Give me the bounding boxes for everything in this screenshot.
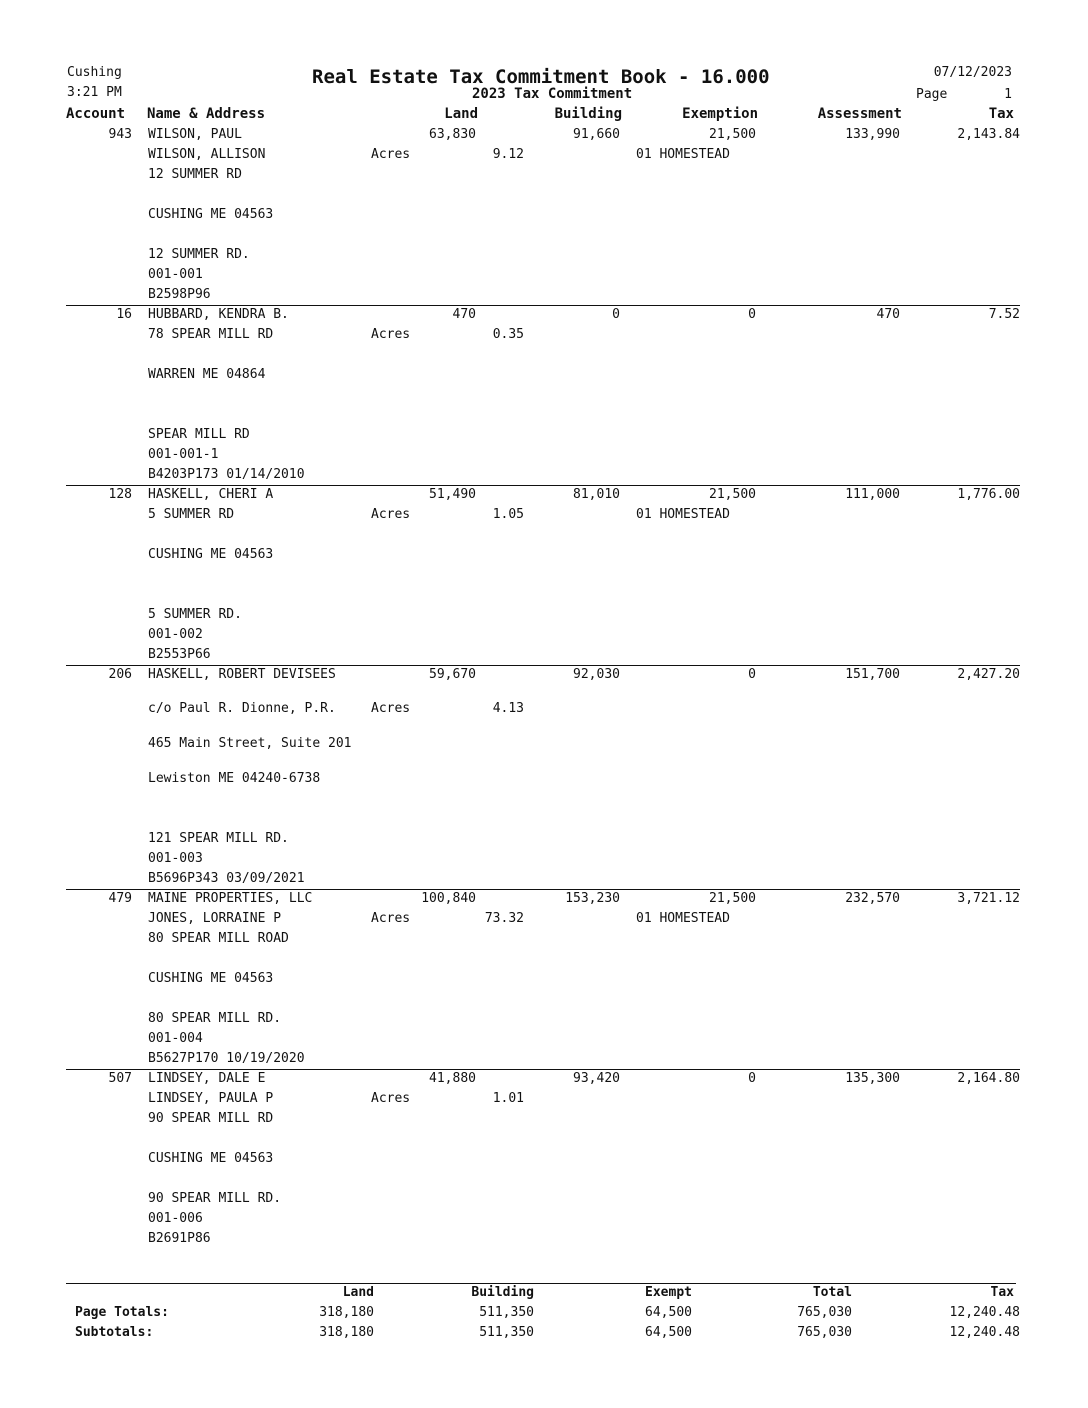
address-line: 90 SPEAR MILL RD — [148, 1111, 274, 1126]
col-assessment: Assessment — [817, 106, 902, 122]
property-location: 12 SUMMER RD. — [148, 247, 250, 262]
book-page: B5696P343 03/09/2021 — [148, 871, 305, 886]
city-state-zip: CUSHING ME 04563 — [148, 207, 274, 222]
map-lot: 001-001-1 — [148, 447, 219, 462]
exemption-value: 0 — [748, 1071, 756, 1086]
address-line: 5 SUMMER RD — [148, 507, 235, 522]
building-value: 93,420 — [573, 1071, 620, 1086]
town-name: Cushing — [67, 65, 122, 80]
report-title: Real Estate Tax Commitment Book - 16.000 — [312, 66, 770, 88]
exemption-code: 01 HOMESTEAD — [636, 911, 730, 926]
page-totals-label: Page Totals: — [75, 1305, 169, 1320]
subtotal-exempt: 64,500 — [645, 1325, 692, 1340]
page-total-total: 765,030 — [797, 1305, 852, 1320]
property-location: 121 SPEAR MILL RD. — [148, 831, 289, 846]
exemption-code: 01 HOMESTEAD — [636, 147, 730, 162]
book-page: B4203P173 01/14/2010 — [148, 467, 305, 482]
address-line: c/o Paul R. Dionne, P.R. — [148, 701, 336, 716]
owner-name: WILSON, PAUL — [148, 127, 242, 142]
record-divider — [66, 485, 1020, 486]
land-value: 63,830 — [429, 127, 476, 142]
book-page: B2691P86 — [148, 1231, 211, 1246]
acres-value: 0.35 — [492, 327, 524, 342]
tax-value: 2,427.20 — [957, 667, 1020, 682]
print-time: 3:21 PM — [67, 85, 122, 100]
assessment-value: 133,990 — [845, 127, 900, 142]
totals-header-building: Building — [471, 1285, 534, 1300]
page-total-exempt: 64,500 — [645, 1305, 692, 1320]
address-line: JONES, LORRAINE P — [148, 911, 282, 926]
assessment-value: 470 — [876, 307, 900, 322]
tax-value: 7.52 — [988, 307, 1020, 322]
owner-name: HUBBARD, KENDRA B. — [148, 307, 289, 322]
property-location: 5 SUMMER RD. — [148, 607, 242, 622]
map-lot: 001-001 — [148, 267, 203, 282]
property-location: 80 SPEAR MILL RD. — [148, 1011, 282, 1026]
map-lot: 001-006 — [148, 1211, 203, 1226]
address-line: 80 SPEAR MILL ROAD — [148, 931, 289, 946]
book-page: B5627P170 10/19/2020 — [148, 1051, 305, 1066]
city-state-zip: WARREN ME 04864 — [148, 367, 266, 382]
land-value: 41,880 — [429, 1071, 476, 1086]
exemption-value: 21,500 — [709, 487, 756, 502]
acres-label: Acres — [371, 147, 411, 162]
assessment-value: 135,300 — [845, 1071, 900, 1086]
totals-header-tax: Tax — [990, 1285, 1014, 1300]
acres-label: Acres — [371, 327, 411, 342]
subtotal-land: 318,180 — [319, 1325, 374, 1340]
exemption-code: 01 HOMESTEAD — [636, 507, 730, 522]
record-divider — [66, 1069, 1020, 1070]
assessment-value: 111,000 — [845, 487, 900, 502]
totals-header-exempt: Exempt — [645, 1285, 692, 1300]
owner-name: HASKELL, CHERI A — [148, 487, 274, 502]
report-date: 07/12/2023 — [933, 65, 1012, 80]
map-lot: 001-004 — [148, 1031, 203, 1046]
record-divider — [66, 665, 1020, 666]
exemption-value: 21,500 — [709, 891, 756, 906]
subtotal-total: 765,030 — [797, 1325, 852, 1340]
page-number: 1 — [1004, 87, 1012, 102]
exemption-value: 21,500 — [709, 127, 756, 142]
assessment-value: 151,700 — [845, 667, 900, 682]
col-name-address: Name & Address — [147, 106, 266, 122]
address-line: 78 SPEAR MILL RD — [148, 327, 274, 342]
book-page: B2598P96 — [148, 287, 211, 302]
col-tax: Tax — [988, 106, 1014, 122]
building-value: 0 — [612, 307, 620, 322]
exemption-value: 0 — [748, 307, 756, 322]
totals-header-land: Land — [342, 1285, 374, 1300]
city-state-zip: Lewiston ME 04240-6738 — [148, 771, 321, 786]
acres-label: Acres — [371, 701, 411, 716]
building-value: 91,660 — [573, 127, 620, 142]
page-total-tax: 12,240.48 — [949, 1305, 1020, 1320]
city-state-zip: CUSHING ME 04563 — [148, 547, 274, 562]
tax-value: 2,143.84 — [957, 127, 1020, 142]
tax-value: 1,776.00 — [957, 487, 1020, 502]
account-number: 479 — [108, 891, 132, 906]
acres-label: Acres — [371, 911, 411, 926]
land-value: 470 — [452, 307, 476, 322]
property-location: SPEAR MILL RD — [148, 427, 250, 442]
address-line: 465 Main Street, Suite 201 — [148, 736, 352, 751]
col-account: Account — [66, 106, 126, 122]
acres-value: 73.32 — [484, 911, 524, 926]
tax-value: 2,164.80 — [957, 1071, 1020, 1086]
acres-label: Acres — [371, 507, 411, 522]
acres-value: 1.05 — [492, 507, 524, 522]
report-subtitle: 2023 Tax Commitment — [472, 86, 633, 102]
record-divider — [66, 305, 1020, 306]
account-number: 16 — [116, 307, 132, 322]
exemption-value: 0 — [748, 667, 756, 682]
col-building: Building — [554, 106, 622, 122]
subtotals-label: Subtotals: — [75, 1325, 154, 1340]
account-number: 507 — [108, 1071, 132, 1086]
totals-divider — [66, 1283, 1016, 1284]
city-state-zip: CUSHING ME 04563 — [148, 971, 274, 986]
acres-label: Acres — [371, 1091, 411, 1106]
address-line: LINDSEY, PAULA P — [148, 1091, 274, 1106]
owner-name: LINDSEY, DALE E — [148, 1071, 266, 1086]
account-number: 943 — [108, 127, 132, 142]
acres-value: 9.12 — [492, 147, 524, 162]
account-number: 206 — [108, 667, 132, 682]
owner-name: MAINE PROPERTIES, LLC — [148, 891, 313, 906]
building-value: 81,010 — [573, 487, 620, 502]
city-state-zip: CUSHING ME 04563 — [148, 1151, 274, 1166]
building-value: 153,230 — [565, 891, 620, 906]
land-value: 59,670 — [429, 667, 476, 682]
subtotal-tax: 12,240.48 — [949, 1325, 1020, 1340]
page-total-land: 318,180 — [319, 1305, 374, 1320]
tax-value: 3,721.12 — [957, 891, 1020, 906]
address-line: 12 SUMMER RD — [148, 167, 242, 182]
subtotal-building: 511,350 — [479, 1325, 534, 1340]
record-divider — [66, 889, 1020, 890]
address-line: WILSON, ALLISON — [148, 147, 266, 162]
acres-value: 1.01 — [492, 1091, 524, 1106]
account-number: 128 — [108, 487, 132, 502]
building-value: 92,030 — [573, 667, 620, 682]
col-exemption: Exemption — [682, 106, 758, 122]
acres-value: 4.13 — [492, 701, 524, 716]
book-page: B2553P66 — [148, 647, 211, 662]
map-lot: 001-003 — [148, 851, 203, 866]
land-value: 100,840 — [421, 891, 476, 906]
page-label: Page — [916, 87, 948, 102]
totals-header-total: Total — [812, 1285, 852, 1300]
property-location: 90 SPEAR MILL RD. — [148, 1191, 282, 1206]
land-value: 51,490 — [429, 487, 476, 502]
col-land: Land — [444, 106, 478, 122]
page-total-building: 511,350 — [479, 1305, 534, 1320]
owner-name: HASKELL, ROBERT DEVISEES — [148, 667, 336, 682]
map-lot: 001-002 — [148, 627, 203, 642]
assessment-value: 232,570 — [845, 891, 900, 906]
